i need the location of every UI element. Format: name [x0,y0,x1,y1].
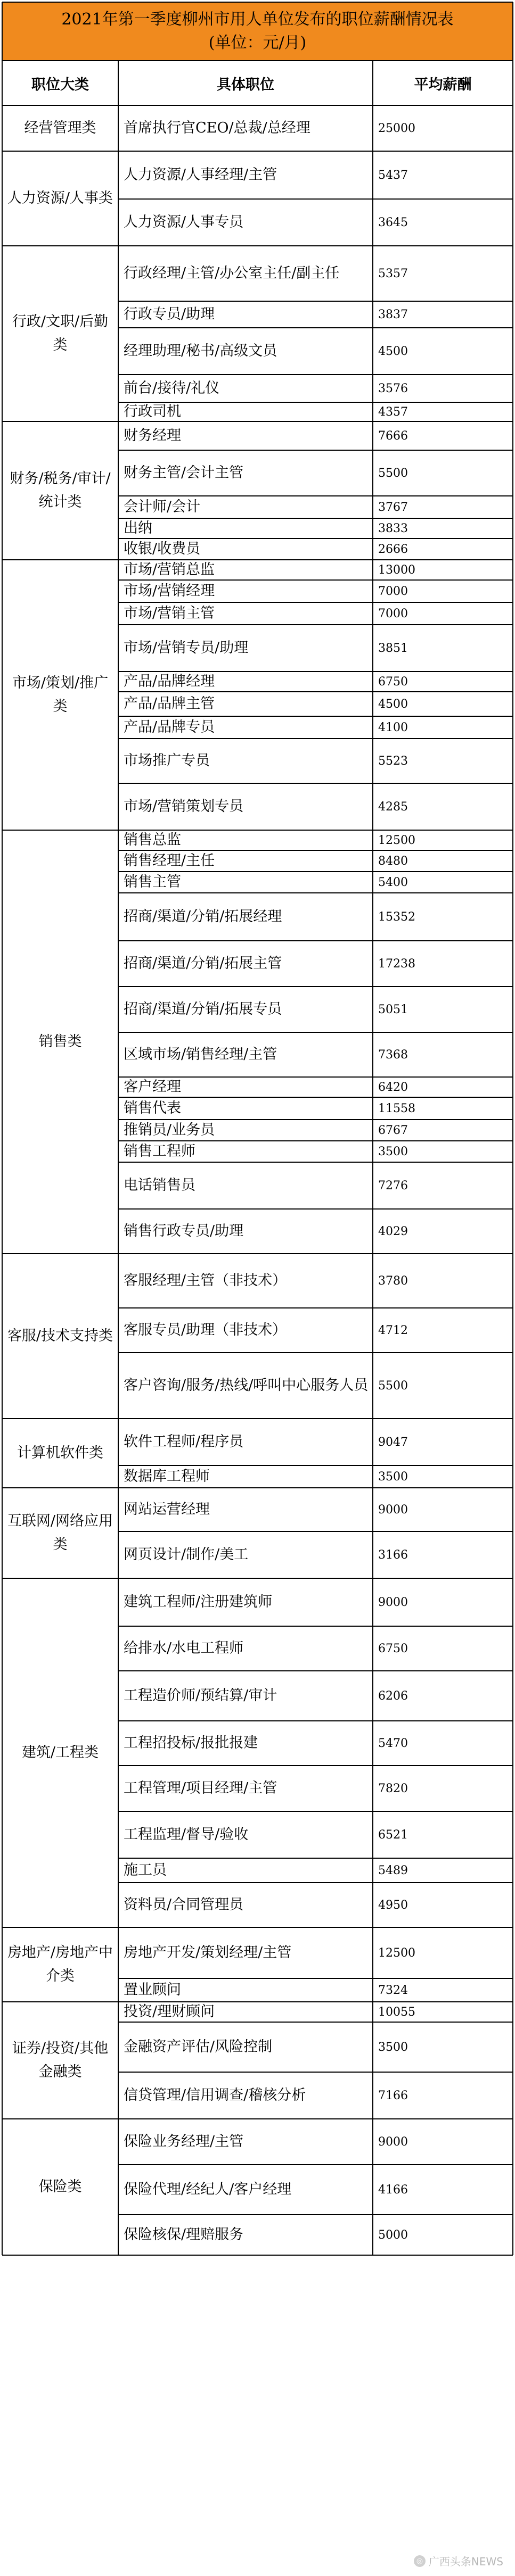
position-cell: 工程造价师/预结算/审计 [124,1687,277,1704]
grid-line-horizontal [118,374,513,375]
salary-cell: 7276 [378,1179,408,1192]
position-cell: 网页设计/制作/美工 [124,1546,249,1563]
grid-line-horizontal [118,1140,513,1141]
salary-cell: 4950 [378,1898,408,1912]
header-position: 具体职位 [217,76,274,93]
salary-cell: 5051 [378,1003,408,1016]
salary-cell: 3767 [378,500,408,514]
salary-cell: 5357 [378,267,408,280]
grid-line-horizontal [118,1352,513,1353]
grid-line-horizontal [2,830,513,831]
salary-cell: 5489 [378,1863,408,1877]
salary-cell: 10055 [378,2005,415,2019]
grid-line-horizontal [118,1670,513,1671]
salary-cell: 3500 [378,1470,408,1484]
salary-cell: 11558 [378,1101,415,1115]
position-cell: 行政经理/主管/办公室主任/副主任 [124,265,340,281]
grid-line-horizontal [118,1811,513,1812]
grid-line-horizontal [118,518,513,519]
salary-cell: 6521 [378,1828,408,1842]
salary-cell: 3645 [378,216,408,229]
position-cell: 经理助理/秘书/高级文员 [124,343,277,359]
grid-line-horizontal [2,2118,513,2119]
category-cell: 财务/税务/审计/统计类 [10,470,111,510]
salary-cell: 3500 [378,1145,408,1158]
grid-line-horizontal [118,1097,513,1098]
position-cell: 招商/渠道/分销/拓展主管 [124,955,282,972]
position-cell: 推销员/业务员 [124,1122,215,1138]
grid-line-horizontal [118,671,513,672]
salary-cell: 4357 [378,405,408,419]
salary-cell: 5470 [378,1736,408,1750]
grid-line-horizontal [118,1208,513,1210]
salary-cell: 9000 [378,1503,408,1517]
salary-cell: 7368 [378,1048,408,1062]
position-cell: 行政专员/助理 [124,306,215,322]
salary-cell: 9047 [378,1435,408,1449]
salary-cell: 5500 [378,1379,408,1393]
position-cell: 给排水/水电工程师 [124,1640,244,1656]
salary-cell: 6767 [378,1123,408,1137]
position-cell: 会计师/会计 [124,499,201,515]
position-cell: 出纳 [124,520,152,536]
grid-line-horizontal [118,1858,513,1859]
position-cell: 人力资源/人事经理/主管 [124,167,277,183]
grid-line-horizontal [118,624,513,625]
position-cell: 市场推广专员 [124,752,210,769]
position-cell: 销售经理/主任 [124,852,215,869]
position-cell: 保险业务经理/主管 [124,2133,244,2150]
grid-line-horizontal [118,940,513,941]
salary-cell: 4166 [378,2183,408,2197]
grid-line-horizontal [2,151,513,152]
grid-line-horizontal [118,871,513,872]
salary-cell: 6420 [378,1080,408,1094]
salary-cell: 3833 [378,521,408,535]
grid-line-vertical [372,61,373,2255]
salary-cell: 7000 [378,607,408,620]
grid-line-horizontal [2,1927,513,1928]
salary-cell: 3576 [378,382,408,395]
position-cell: 客服专员/助理（非技术） [124,1322,287,1338]
category-cell: 行政/文职/后勤类 [12,313,109,353]
position-cell: 市场/营销总监 [124,561,215,578]
salary-cell: 8480 [378,854,408,868]
watermark-text: 广西头条NEWS [428,2555,503,2568]
grid-line-vertical [118,61,119,2255]
position-cell: 建筑工程师/注册建筑师 [124,1594,273,1610]
salary-cell: 4029 [378,1224,408,1238]
position-cell: 客户经理 [124,1079,181,1095]
salary-cell: 4500 [378,697,408,711]
salary-cell: 2666 [378,542,408,556]
grid-line-horizontal [2,2,513,3]
grid-line-horizontal [118,2022,513,2023]
position-cell: 房地产开发/策划经理/主管 [124,1944,292,1961]
grid-line-horizontal [118,716,513,717]
position-cell: 销售代表 [124,1100,181,1116]
category-cell: 互联网/网络应用类 [7,1513,113,1553]
salary-cell: 17238 [378,957,415,971]
grid-line-horizontal [118,1162,513,1163]
grid-line-horizontal [2,1253,513,1254]
grid-line-vertical [2,2,3,2255]
grid-line-horizontal [2,2255,513,2256]
salary-cell: 5000 [378,2228,408,2242]
position-cell: 保险代理/经纪人/客户经理 [124,2181,292,2198]
news-logo-icon: ◎ [414,2555,426,2567]
grid-line-horizontal [118,850,513,851]
grid-line-horizontal [118,1978,513,1979]
position-cell: 软件工程师/程序员 [124,1434,244,1450]
salary-cell: 6206 [378,1689,408,1703]
grid-line-horizontal [118,1626,513,1627]
salary-cell: 6750 [378,1642,408,1655]
position-cell: 数据库工程师 [124,1468,210,1485]
position-cell: 前台/接待/礼仪 [124,380,220,396]
salary-cell: 9000 [378,2135,408,2149]
salary-cell: 7166 [378,2089,408,2102]
salary-cell: 7666 [378,429,408,443]
position-cell: 人力资源/人事专员 [124,214,244,230]
category-cell: 建筑/工程类 [21,1744,99,1761]
grid-line-horizontal [118,538,513,539]
category-cell: 保险类 [38,2179,82,2195]
position-cell: 产品/品牌经理 [124,673,215,690]
position-cell: 销售总监 [124,832,181,848]
salary-cell: 9000 [378,1595,408,1609]
category-cell: 人力资源/人事类 [7,190,113,206]
grid-line-horizontal [118,1720,513,1721]
grid-line-horizontal [2,1578,513,1579]
grid-line-horizontal [2,60,513,61]
position-cell: 收银/收费员 [124,541,201,557]
category-cell: 经营管理类 [24,120,96,136]
grid-line-horizontal [118,198,513,200]
header-category: 职位大类 [31,76,89,93]
header-salary: 平均薪酬 [414,76,472,93]
grid-line-horizontal [118,1307,513,1308]
position-cell: 客服经理/主管（非技术） [124,1272,287,1289]
grid-line-horizontal [118,738,513,739]
grid-line-horizontal [118,402,513,403]
salary-cell: 5523 [378,754,408,768]
salary-cell: 5500 [378,466,408,480]
salary-cell: 3780 [378,1274,408,1288]
position-cell: 保险核保/理赔服务 [124,2226,244,2243]
category-cell: 计算机软件类 [17,1445,103,1461]
position-cell: 市场/营销主管 [124,605,215,622]
salary-cell: 13000 [378,563,415,577]
salary-cell: 5400 [378,875,408,889]
position-cell: 网站运营经理 [124,1501,210,1518]
position-cell: 置业顾问 [124,1982,181,1998]
grid-line-vertical [512,2,513,2255]
title-line-1: 2021年第一季度柳州市用人单位发布的职位薪酬情况表 [61,10,454,29]
position-cell: 销售行政专员/助理 [124,1223,244,1239]
salary-cell: 7324 [378,1983,408,1997]
position-cell: 客户咨询/服务/热线/呼叫中心服务人员 [124,1377,369,1394]
grid-line-horizontal [2,1487,513,1488]
position-cell: 财务经理 [124,427,181,444]
salary-cell: 12500 [378,833,415,847]
salary-cell: 4100 [378,720,408,734]
position-cell: 区域市场/销售经理/主管 [124,1046,277,1063]
grid-line-horizontal [118,450,513,451]
grid-line-horizontal [118,1882,513,1883]
grid-line-horizontal [118,602,513,603]
salary-cell: 3837 [378,308,408,321]
grid-line-horizontal [2,559,513,560]
position-cell: 工程监理/督导/验收 [124,1826,249,1843]
position-cell: 资料员/合同管理员 [124,1896,244,1913]
position-cell: 招商/渠道/分销/拓展经理 [124,908,282,925]
grid-line-horizontal [118,579,513,581]
grid-line-horizontal [118,1032,513,1033]
salary-cell: 4712 [378,1323,408,1337]
position-cell: 电话销售员 [124,1177,195,1194]
grid-line-horizontal [118,986,513,987]
position-cell: 首席执行官CEO/总裁/总经理 [124,120,310,136]
position-cell: 产品/品牌主管 [124,695,215,712]
position-cell: 市场/营销专员/助理 [124,640,249,656]
grid-line-horizontal [118,892,513,893]
grid-line-horizontal [118,691,513,692]
grid-line-horizontal [118,301,513,302]
grid-line-horizontal [118,783,513,784]
salary-cell: 3851 [378,641,408,655]
grid-line-horizontal [118,1531,513,1532]
salary-cell: 25000 [378,121,415,135]
salary-cell: 4500 [378,344,408,358]
grid-line-horizontal [2,2001,513,2002]
position-cell: 市场/营销经理 [124,583,215,599]
category-cell: 房地产/房地产中介类 [7,1944,113,1984]
grid-line-horizontal [2,1418,513,1419]
position-cell: 工程管理/项目经理/主管 [124,1780,277,1796]
position-cell: 工程招投标/报批报建 [124,1735,258,1751]
salary-cell: 15352 [378,910,415,924]
table-title [2,2,513,61]
position-cell: 行政司机 [124,403,181,420]
title-line-2: (单位：元/月) [208,34,307,52]
salary-cell: 3500 [378,2040,408,2054]
grid-line-horizontal [118,1765,513,1766]
category-cell: 市场/策划/推广类 [12,675,109,715]
grid-line-horizontal [118,495,513,496]
position-cell: 施工员 [124,1862,167,1878]
position-cell: 市场/营销策划专员 [124,798,244,815]
salary-cell: 6750 [378,675,408,689]
position-cell: 销售工程师 [124,1143,195,1159]
position-cell: 招商/渠道/分销/拓展专员 [124,1001,282,1017]
grid-line-horizontal [118,327,513,328]
salary-cell: 7000 [378,584,408,598]
grid-line-horizontal [2,245,513,246]
position-cell: 信贷管理/信用调查/稽核分析 [124,2087,306,2103]
salary-cell: 7820 [378,1782,408,1795]
grid-line-horizontal [118,2214,513,2215]
grid-line-horizontal [2,105,513,106]
grid-line-horizontal [118,1076,513,1078]
category-cell: 证券/投资/其他金融类 [12,2040,109,2080]
salary-cell: 12500 [378,1946,415,1960]
category-cell: 客服/技术支持类 [7,1328,113,1344]
position-cell: 财务主管/会计主管 [124,465,244,481]
salary-cell: 5437 [378,168,408,182]
grid-line-horizontal [2,421,513,422]
position-cell: 投资/理财顾问 [124,2003,215,2020]
salary-cell: 4285 [378,800,408,814]
grid-line-horizontal [118,1119,513,1120]
salary-cell: 3166 [378,1548,408,1562]
category-cell: 销售类 [38,1033,82,1050]
grid-line-horizontal [118,1465,513,1466]
grid-line-horizontal [118,2072,513,2073]
position-cell: 金融资产评估/风险控制 [124,2039,273,2055]
position-cell: 产品/品牌专员 [124,719,215,735]
watermark [414,2553,503,2569]
grid-line-horizontal [118,2164,513,2165]
position-cell: 销售主管 [124,874,181,890]
